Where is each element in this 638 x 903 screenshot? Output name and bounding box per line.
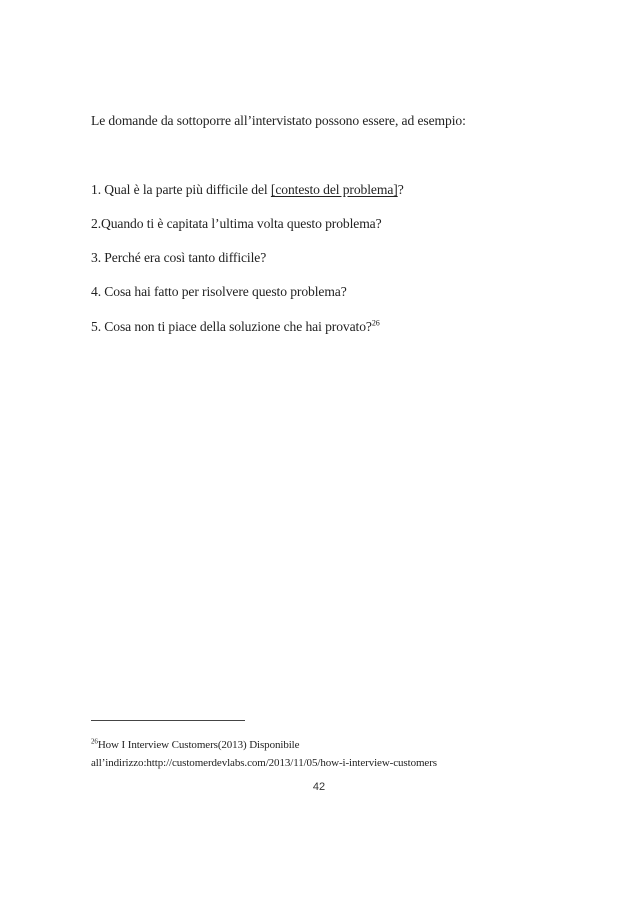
footnote-reference: 26: [371, 318, 380, 328]
page-number: 42: [312, 781, 326, 793]
question-2: 2.Quando ti è capitata l’ultima volta questo problema?: [91, 216, 382, 231]
problem-context-placeholder: [contesto del problema]: [270, 182, 398, 197]
question-3: 3. Perché era così tanto difficile?: [91, 250, 267, 265]
question-1: [91, 182, 404, 198]
question-5: [91, 319, 380, 335]
footnote-line-2: all’indirizzo:http://customerdevlabs.com/2013/11/05/how-i-interview-customers: [91, 757, 437, 769]
question-1-text: 1. Qual è la parte più difficile del: [91, 182, 271, 197]
question-5-text: 5. Cosa non ti piace della soluzione che hai provato?: [91, 319, 372, 334]
intro-paragraph: Le domande da sottoporre all’intervistato possono essere, ad esempio:: [91, 113, 466, 128]
footnote-separator: [91, 720, 245, 721]
question-1-mark: ?: [397, 182, 404, 197]
footnote-marker: 26: [91, 737, 98, 746]
footnote-source: How I Interview Customers(2013) Disponibile: [97, 739, 300, 751]
footnote-line-1: [91, 739, 299, 752]
question-4: 4. Cosa hai fatto per risolvere questo problema?: [91, 284, 347, 299]
